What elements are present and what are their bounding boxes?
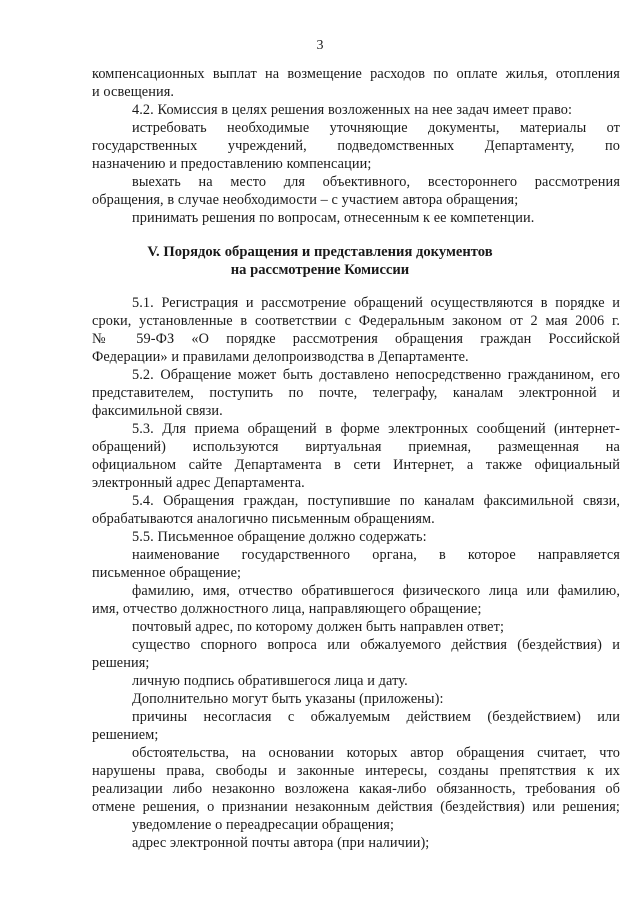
text-line: государственных учреждений, подведомственных Департаменту, по <box>92 138 620 154</box>
text-line: № 59-ФЗ «О порядке рассмотрения обращения граждан Российской <box>92 331 620 347</box>
text-line: решения; <box>92 655 150 671</box>
text-line: обстоятельства, на основании которых автор обращения считает, что <box>132 745 620 761</box>
text-line: назначению и предоставлению компенсации; <box>92 156 372 172</box>
page-number: 3 <box>316 38 324 53</box>
text-line: компенсационных выплат на возмещение расходов по оплате жилья, отопления <box>92 66 620 82</box>
text-line: адрес электронной почты автора (при наличии); <box>132 835 430 851</box>
text-line: личную подпись обратившегося лица и дату. <box>132 673 408 689</box>
text-line: обращения, в случае необходимости – с участием автора обращения; <box>92 192 519 208</box>
text-line: официальном сайте Департамента в сети Интернет, а также официальный <box>92 457 620 473</box>
text-line: фамилию, имя, отчество обратившегося физического лица или фамилию, <box>132 583 620 599</box>
text-line: выехать на место для объективного, всестороннего рассмотрения <box>132 174 620 190</box>
text-line: Федерации» и правилами делопроизводства в Департаменте. <box>92 349 469 365</box>
text-line: представителем, поступить по почте, телеграфу, каналам электронной и <box>92 385 620 401</box>
text-line: 5.4. Обращения граждан, поступившие по каналам факсимильной связи, <box>132 493 620 509</box>
text-line: сроки, установленные в соответствии с Федеральным законом от 2 мая 2006 г. <box>92 313 620 329</box>
text-line: 5.2. Обращение может быть доставлено непосредственно гражданином, его <box>132 367 620 383</box>
text-line: письменное обращение; <box>92 565 242 581</box>
text-line: имя, отчество должностного лица, направляющего обращение; <box>92 601 482 617</box>
text-line: реализации либо незаконно возложена какая-либо обязанность, требования об <box>92 781 620 797</box>
text-line: 5.5. Письменное обращение должно содержать: <box>132 529 427 545</box>
text-line: электронный адрес Департамента. <box>92 475 305 491</box>
text-line: принимать решения по вопросам, отнесенным к ее компетенции. <box>132 210 535 226</box>
text-line: обрабатываются аналогично письменным обращениям. <box>92 511 435 527</box>
section-heading-line-1: V. Порядок обращения и представления документов <box>147 244 493 260</box>
text-line: Дополнительно могут быть указаны (приложены): <box>132 691 444 707</box>
text-line: факсимильной связи. <box>92 403 223 419</box>
text-line: 4.2. Комиссия в целях решения возложенных на нее задач имеет право: <box>132 102 573 118</box>
text-line: отмене решения, о признании незаконным действия (бездействия) или решения; <box>92 799 620 815</box>
text-line: наименование государственного органа, в которое направляется <box>132 547 620 563</box>
text-line: нарушены права, свободы и законные интересы, созданы препятствия к их <box>92 763 620 779</box>
text-line: 5.1. Регистрация и рассмотрение обращений осуществляются в порядке и <box>132 295 620 311</box>
text-line: и освещения. <box>92 84 175 100</box>
text-line: 5.3. Для приема обращений в форме электронных сообщений (интернет- <box>132 421 620 437</box>
section-heading-line-2: на рассмотрение Комиссии <box>230 262 410 278</box>
text-line: причины несогласия с обжалуемым действием (бездействием) или <box>132 709 620 725</box>
text-line: существо спорного вопроса или обжалуемого действия (бездействия) и <box>132 637 620 653</box>
text-line: решением; <box>92 727 159 743</box>
text-line: истребовать необходимые уточняющие документы, материалы от <box>132 120 620 136</box>
text-line: уведомление о переадресации обращения; <box>132 817 395 833</box>
text-line: обращений) используются виртуальная приемная, размещенная на <box>92 439 620 455</box>
text-line: почтовый адрес, по которому должен быть направлен ответ; <box>132 619 505 635</box>
